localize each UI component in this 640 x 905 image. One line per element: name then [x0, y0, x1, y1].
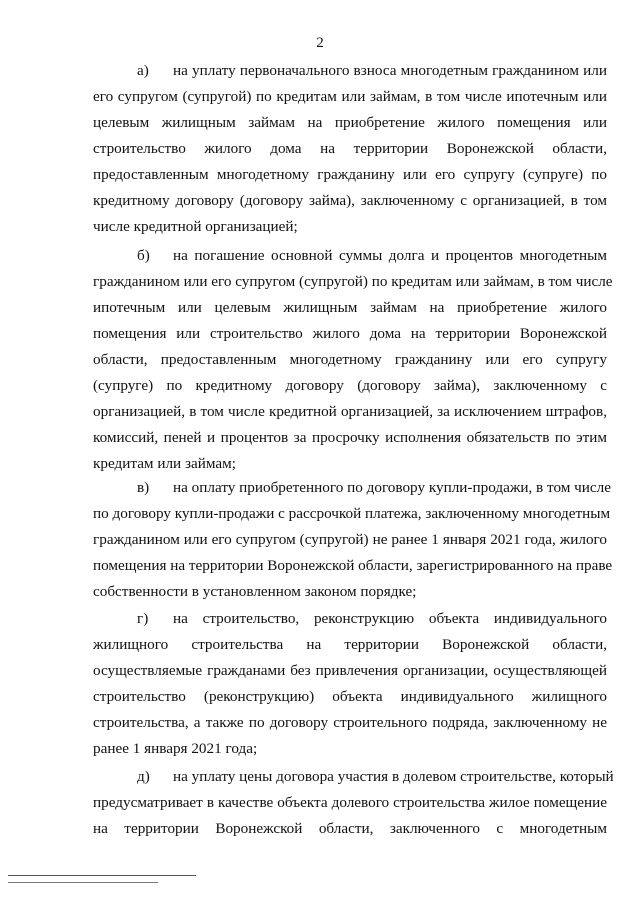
paragraph-d-line-3: на территории Воронежской области, заключенного с многодетным: [93, 820, 607, 837]
paragraph-v-line-5: собственности в установленном законом порядке;: [93, 583, 417, 600]
paragraph-g-line-4: строительство (реконструкцию) объекта индивидуального жилищного: [93, 688, 607, 705]
paragraph-a-line-3: целевым жилищным займам на приобретение жилого помещения или: [93, 114, 607, 131]
paragraph-b-line-6: (супруге) по кредитному договору (договору займа), заключенному с: [93, 377, 607, 394]
paragraph-b-line-2: гражданином или его супругом (супругой) по кредитам или займам, в том числе: [93, 273, 613, 290]
paragraph-b-line-4: помещения или строительство жилого дома на территории Воронежской: [93, 325, 607, 342]
paragraph-v-line-4: помещения на территории Воронежской области, зарегистрированного на праве: [93, 557, 613, 574]
paragraph-g-line-5: строительства, а также по договору строительного подряда, заключенному не: [93, 714, 607, 731]
paragraph-d-line-1: д) на уплату цены договора участия в долевом строительстве, который: [93, 764, 607, 790]
paragraph-d-marker: д): [137, 768, 150, 785]
paragraph-a-line-2: его супругом (супругой) по кредитам или займам, в том числе ипотечным или: [93, 88, 607, 105]
paragraph-b-line-1: б) на погашение основной суммы долга и процентов многодетным: [93, 243, 607, 269]
paragraph-b: [93, 243, 613, 477]
page-number: 2: [316, 35, 324, 51]
paragraph-v-line-3: гражданином или его супругом (супругой) не ранее 1 января 2021 года, жилого: [93, 531, 607, 548]
paragraph-d-line-2: предусматривает в качестве объекта долевого строительства жилое помещение: [93, 794, 607, 811]
paragraph-a-line-5: предоставленным многодетному гражданину или его супругу (супруге) по: [93, 166, 607, 183]
paragraph-g-line-1: г) на строительство, реконструкцию объекта индивидуального: [93, 606, 607, 632]
paragraph-a-line-7: числе кредитной организацией;: [93, 218, 298, 235]
paragraph-b-line-8: комиссий, пеней и процентов за просрочку исполнения обязательств по этим: [93, 429, 607, 446]
paragraph-v: [93, 475, 613, 605]
paragraph-a: [93, 58, 607, 240]
paragraph-g-marker: г): [137, 610, 149, 627]
footer-rule-secondary: [8, 882, 158, 883]
paragraph-a-marker: а): [137, 62, 149, 79]
paragraph-v-line-1: в) на оплату приобретенного по договору купли-продажи, в том числе: [93, 475, 607, 501]
paragraph-v-marker: в): [137, 479, 150, 496]
paragraph-a-line-1: а) на уплату первоначального взноса многодетным гражданином или: [93, 58, 607, 84]
paragraph-a-line-6: кредитному договору (договору займа), заключенному с организацией, в том: [93, 192, 607, 209]
paragraph-a-line-4: строительство жилого дома на территории Воронежской области,: [93, 140, 607, 157]
paragraph-v-line-2: по договору купли-продажи с рассрочкой платежа, заключенному многодетным: [93, 505, 611, 522]
paragraph-b-line-5: области, предоставленным многодетному гражданину или его супругу: [93, 351, 607, 368]
paragraph-b-line-3: ипотечным или целевым жилищным займам на приобретение жилого: [93, 299, 607, 316]
paragraph-b-marker: б): [137, 247, 150, 264]
paragraph-b-line-9: кредитам или займам;: [93, 455, 236, 472]
paragraph-d: [93, 764, 614, 842]
paragraph-g-line-2: жилищного строительства на территории Воронежской области,: [93, 636, 607, 653]
footer-rule: [8, 875, 196, 876]
paragraph-g-line-3: осуществляемые гражданами без привлечения организации, осуществляющей: [93, 662, 607, 679]
paragraph-g-line-6: ранее 1 января 2021 года;: [93, 740, 258, 757]
paragraph-g: [93, 606, 607, 762]
paragraph-b-line-7: организацией, в том числе кредитной организацией, за исключением штрафов,: [93, 403, 607, 420]
